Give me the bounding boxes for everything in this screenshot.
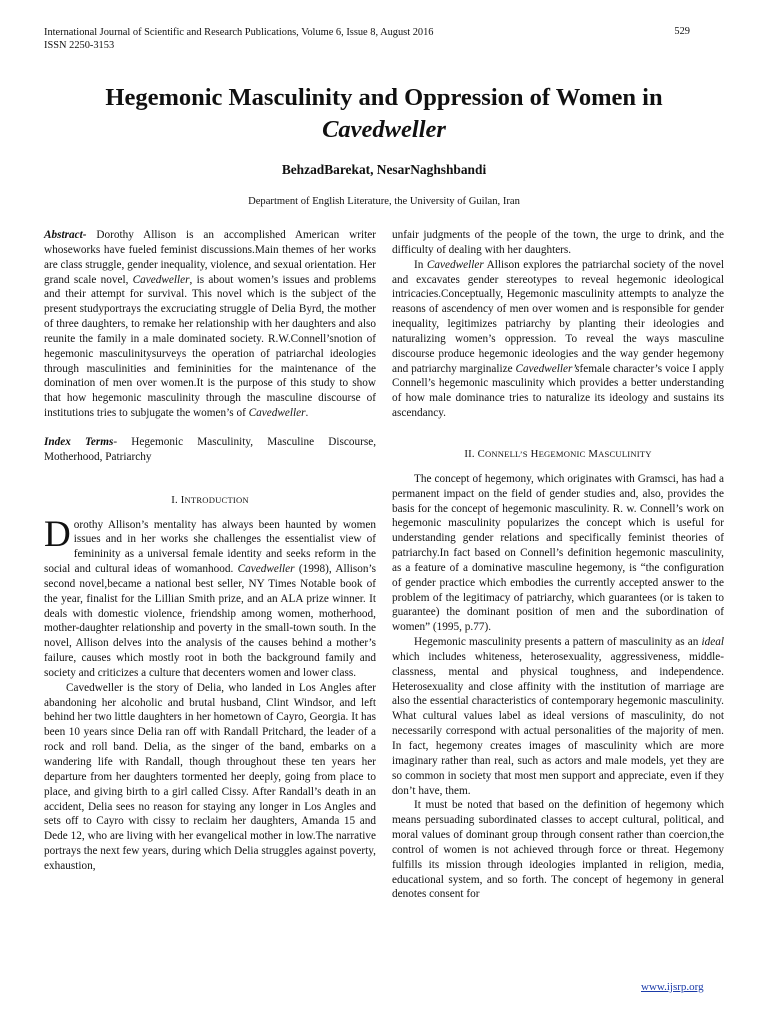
heading-smallcaps: NTRODUCTION <box>184 494 249 505</box>
paragraph-italic: Cavedweller <box>426 258 484 271</box>
section-number: II. <box>464 447 475 460</box>
heading-cap: M <box>588 447 599 460</box>
page-number: 529 <box>674 26 690 37</box>
paragraph-text: (1998), Allison’s second novel,became a national best seller, NY Times Notable book of the year, finalist for the Lillian Smith prize, and an ALA prize winner. It deals with domestic violence, friendship among women, motherhood, mother-daughter relationship and poverty in the small-town south. In the novel, Allison delves into the analysis of the causes behind a mother’s failure, causes which mostly root in both the background family and society and criticizes a culture that decenters women and lower class. <box>44 563 376 679</box>
paragraph-text: female character’s voice I apply Connell’s hegemonic masculinity which provides a better understanding of how male dominance tries to naturalize its ideology and sustains its ascendancy. <box>392 362 724 420</box>
issn: ISSN 2250-3153 <box>44 40 115 51</box>
affiliation: Department of English Literature, the University of Guilan, Iran <box>248 196 520 207</box>
paragraph-text: which includes whiteness, heterosexuality, aggressiveness, middle-classness, mental and physical toughness, and independence. Heterosexuality and close affinity with the institution of marriage are also the essential characteristics of contemporary hegemonic masculinity. What cultural values label as ideal versions of masculinity, do not necessarily correspond with actual personalities of the majority of men. In fact, hegemony creates images of masculinity which are more imaginary rather than real, such as actors and male models, yet they are so common in society that most men support and appreciate, even if they don’t have, them. <box>392 650 724 797</box>
paragraph-text: Allison explores the patriarchal society of the novel and excavates gender stereotypes to reveal hegemonic ideological intricacies.Conceptually, Hegemonic masculinity attempts to analyze the reasons of ascendency of men over women and is responsible for gender inequality, legitimizes patriarchy by planting their ideologies and naturalizing women’s oppression. To reveal the ways masculine discourse produce hegemonic ideologies and the way gender hegemony and patriarchy marginalize <box>392 258 724 375</box>
intro-paragraph-1 <box>44 513 376 681</box>
heading-smallcaps: ONNELL’S <box>484 448 528 459</box>
abstract-italic: Cavedweller <box>132 273 190 286</box>
paragraph-text: Hegemonic masculinity presents a pattern of masculinity as an <box>414 636 702 649</box>
heading-smallcaps: EGEMONIC <box>538 448 586 459</box>
left-column <box>44 228 376 874</box>
right-paragraph-4 <box>392 635 724 798</box>
heading-cap: C <box>477 447 485 460</box>
index-terms-text: - Hegemonic Masculinity, Masculine Discourse, Motherhood, Patriarchy <box>44 435 377 463</box>
paragraph-text: In <box>414 258 427 271</box>
authors: BehzadBarekat, NesarNaghshbandi <box>281 162 487 177</box>
abstract-text: . <box>305 407 309 420</box>
right-paragraph-1: unfair judgments of the people of the town, the urge to drink, and the difficulty of dealing with her daughters. <box>392 229 724 256</box>
right-paragraph-5: It must be noted that based on the definition of hegemony which means persuading subordinated classes to accept cultural, political, and moral values of dominant group through consent rather than coercion,the control of women is not achieved through force or threat. Hegemony fulfills its mission through ideologies implanted in religion, media, educational system, and so forth. The concept of hegemony in general denotes consent for <box>392 799 724 901</box>
paragraph-text: orothy Allison’s mentality has always been haunted by women issues and in her works she challenges the essentialist view of femininity as a universal female identity and seeks reform in the social and cultural ideas of womanhood. <box>44 518 376 576</box>
abstract-text: , is about women’s issues and problems and their attempt for survival. This novel which is the subject of the present studyportrays the excruciating struggle of Delia Byrd, the mother of three daughters, to remake her relationship with her daughters and also reunite the family in a male dominated society. R.W.Connell’snotion of hegemonic masculinitysurveys the operation of patriarchal ideologies through masculinities and femininities for the maintenance of the domination of men over women.It is the purpose of this study to show that how hegemonic masculinity through the masculine discourse of institutions tries to subjugate the women’s of <box>44 273 376 420</box>
heading-smallcaps: ASCULINITY <box>598 448 652 459</box>
abstract-label: Abstract- <box>44 229 87 241</box>
heading-cap: I <box>180 493 185 506</box>
intro-paragraph-2: Cavedweller is the story of Delia, who landed in Los Angles after abandoning her alcoholic and brutal husband, Clint Windsor, and left behind her two little daughters in her hometown of Cayro, Georgia. It has been 10 years since Delia ran off with Randall Pritchard, the leader of a rock and roll band. Delia, as the singer of the band, embarks on a wandering life with Randall, though throughout these ten years her departure from her daughters tormented her deeply, going from place to place, and giving birth to a girl called Cissy. After Randall’s death in an accident, Delia sees no reason for staying any longer in Los Angles and sets off to Cayro with cissy to reclaim her daughters, Amanda 15 and Dede 12, who are living with her evangelical mother in low.The narrative portrays the next few years, during which Delia struggles against poverty, exhaustion, <box>44 681 376 872</box>
journal-citation: International Journal of Scientific and Research Publications, Volume 6, Issue 8, August 2016 <box>44 27 434 38</box>
right-paragraph-2 <box>392 258 724 421</box>
footer-website-link[interactable]: www.ijsrp.org <box>641 981 704 993</box>
abstract-italic: Cavedweller <box>248 407 306 420</box>
heading-cap: H <box>530 447 539 460</box>
abstract-text: Dorothy Allison is an accomplished American writer whoseworks have fueled feminist discussions.Main themes of her works are class struggle, gender inequality, violence, and sexual orientation. Her grand scale novel, <box>44 229 376 286</box>
index-terms-label: Index Terms <box>44 435 114 448</box>
paragraph-italic: ideal <box>701 636 724 649</box>
right-paragraph-3: The concept of hegemony, which originates with Gramsci, has had a permanent impact on the field of gender studies and, also, provides the basis for the concept of hegemonic masculinity. R. w. Connell’s work on hegemonic masculinity popularizes the concept which is useful for understanding gender relations and specifically feminist theories of patriarchy.In fact based on Connell’s definition hegemonic masculinity, as a feature of a dominative masculine hegemony, is “the configuration of gender practice which embodies the currently accepted answer to the problem of the legitimacy of patriarchy, which guarantees (or is taken to guarantee) the dominant position of men and the subordination of women” (1995, p.77). <box>392 472 724 634</box>
running-header <box>44 26 434 52</box>
section-heading-introduction <box>44 493 376 508</box>
drop-cap: D <box>44 513 71 555</box>
right-column <box>392 228 724 902</box>
paragraph-italic: Cavedweller’s <box>515 362 580 375</box>
title-main: Hegemonic Masculinity and Oppression of Women in <box>105 84 663 111</box>
title-italic: Cavedweller <box>322 116 446 143</box>
section-number: I. <box>171 493 178 506</box>
abstract <box>44 228 376 421</box>
section-heading-connell <box>392 447 724 462</box>
index-terms <box>44 435 376 465</box>
paper-title <box>30 82 738 146</box>
paragraph-italic: Cavedweller <box>237 563 295 576</box>
